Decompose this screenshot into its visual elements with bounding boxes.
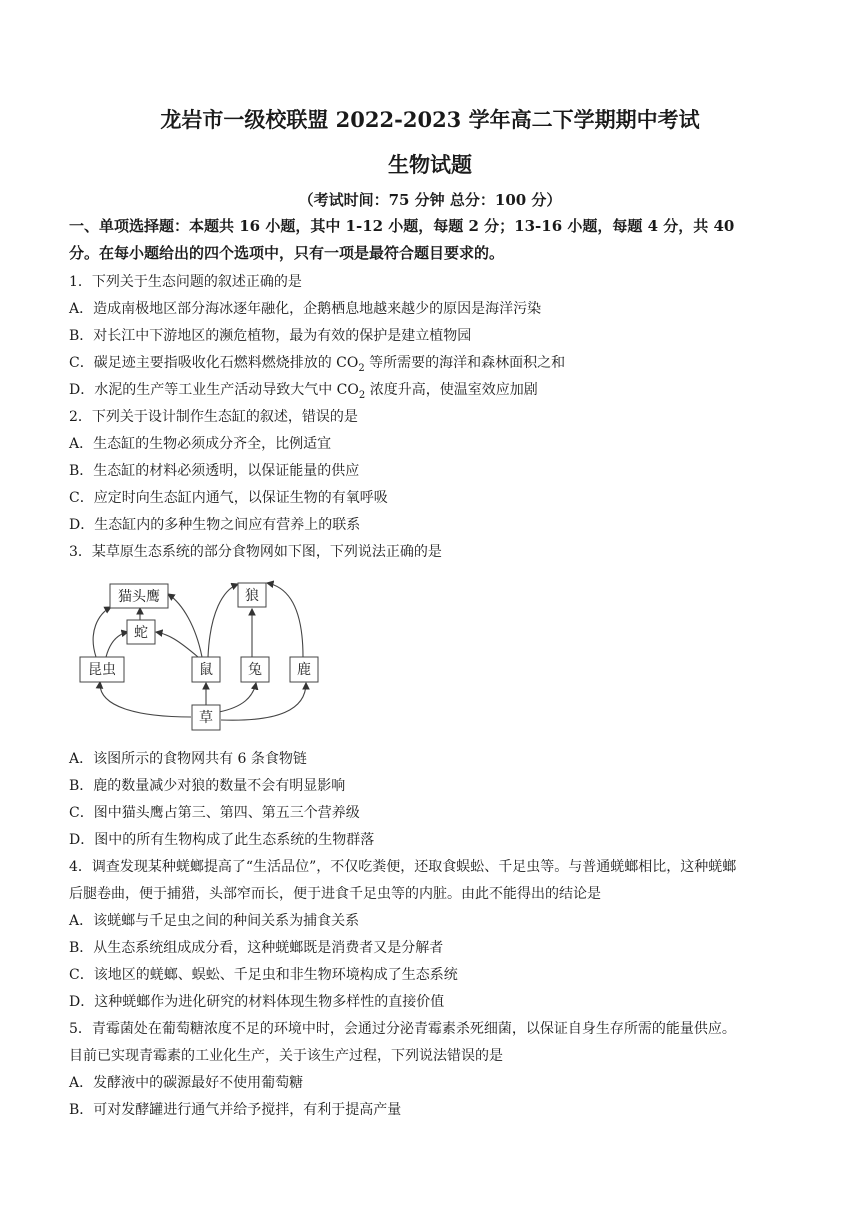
question-2-option-a: A．生态缸的生物必须成分齐全，比例适宜 [69, 436, 332, 452]
question-5-stem-line-1: 5．青霉菌处在葡萄糖浓度不足的环境中时，会通过分泌青霉素杀死细菌，以保证自身生存所需的能量供应。 [69, 1021, 736, 1037]
question-3-option-b: B．鹿的数量减少对狼的数量不会有明显影响 [69, 778, 346, 794]
question-4-stem-line-2: 后腿卷曲，便于捕猎，头部窄而长，便于进食千足虫等的内脏。由此不能得出的结论是 [69, 886, 601, 902]
option-d-text-start: D．水泥的生产等工业生产活动导致大气中 CO [69, 382, 359, 398]
question-2-option-d: D．生态缸内的多种生物之间应有营养上的联系 [69, 517, 361, 533]
question-2-option-c: C．应定时向生态缸内通气，以保证生物的有氧呼吸 [69, 490, 388, 506]
question-1-option-a: A．造成南极地区部分海冰逐年融化，企鹅栖息地越来越少的原因是海洋污染 [69, 301, 542, 317]
arrow-insect-snake [106, 632, 128, 657]
instructions-line-1: 一、单项选择题：本题共 16 小题，其中 1-12 小题，每题 2 分；13-16 小题，每题 4 分，共 40 [69, 217, 735, 235]
node-grass: 草 [199, 710, 213, 726]
question-4-option-c: C．该地区的蜣螂、蜈蚣、千足虫和非生物环境构成了生态系统 [69, 967, 458, 983]
exam-subtitle: 生物试题 [388, 152, 472, 177]
node-rabbit: 兔 [248, 662, 262, 678]
arrow-grass-deer [221, 683, 306, 720]
option-c-text-end: 等所需要的海洋和森林面积之和 [364, 355, 566, 371]
section-instructions [69, 213, 793, 267]
node-insect: 昆虫 [88, 662, 116, 678]
node-deer: 鹿 [297, 662, 311, 678]
question-1-option-c [69, 352, 565, 374]
question-4-option-a: A．该蜣螂与千足虫之间的种间关系为捕食关系 [69, 913, 360, 929]
co2-subscript: 2 [358, 362, 365, 374]
instructions-line-2: 分。在每小题给出的四个选项中，只有一项是最符合题目要求的。 [69, 244, 505, 262]
question-4-option-d: D．这种蜣螂作为进化研究的材料体现生物多样性的直接价值 [69, 994, 445, 1010]
question-5-option-a: A．发酵液中的碳源最好不使用葡萄糖 [69, 1075, 304, 1091]
question-2-option-b: B．生态缸的材料必须透明，以保证能量的供应 [69, 463, 360, 479]
arrow-mouse-snake [156, 632, 198, 657]
question-3-option-d: D．图中的所有生物构成了此生态系统的生物群落 [69, 832, 375, 848]
exam-info: （考试时间：75 分钟 总分：100 分） [298, 191, 562, 209]
co2-subscript: 2 [358, 389, 366, 401]
option-d-text-end: 浓度升高，使温室效应加剧 [365, 382, 538, 398]
arrow-mouse-wolf [208, 584, 238, 657]
question-3-stem: 3．某草原生态系统的部分食物网如下图，下列说法正确的是 [69, 544, 442, 560]
question-5-stem-line-2: 目前已实现青霉素的工业化生产，关于该生产过程，下列说法错误的是 [69, 1048, 503, 1064]
arrow-grass-insect [100, 682, 191, 717]
question-3-option-a: A．该图所示的食物网共有 6 条食物链 [69, 751, 307, 767]
question-4-stem-line-1: 4．调查发现某种蜣螂提高了“生活品位”，不仅吃粪便，还取食蜈蚣、千足虫等。与普通蜣螂相比，这种蜣螂 [69, 859, 737, 875]
node-snake: 蛇 [134, 625, 148, 641]
question-5-option-b: B．可对发酵罐进行通气并给予搅拌，有利于提高产量 [69, 1102, 402, 1118]
question-1-option-d [69, 379, 538, 401]
food-web-diagram [78, 572, 338, 737]
option-c-text-start: C．碳足迹主要指吸收化石燃料燃烧排放的 CO [69, 355, 359, 371]
exam-title: 龙岩市一级校联盟 2022-2023 学年高二下学期期中考试 [160, 107, 700, 132]
arrow-grass-rabbit [219, 683, 256, 712]
question-1-option-b: B．对长江中下游地区的濒危植物，最为有效的保护是建立植物园 [69, 328, 472, 344]
question-1-stem: 1．下列关于生态问题的叙述正确的是 [69, 274, 302, 290]
question-2-stem: 2．下列关于设计制作生态缸的叙述，错误的是 [69, 409, 358, 425]
node-owl: 猫头鹰 [118, 589, 160, 605]
question-4-option-b: B．从生态系统组成成分看，这种蜣螂既是消费者又是分解者 [69, 940, 444, 956]
node-mouse: 鼠 [199, 662, 213, 678]
arrow-mouse-owl [168, 594, 202, 657]
node-wolf: 狼 [245, 588, 259, 604]
arrow-deer-wolf [267, 583, 303, 657]
question-3-option-c: C．图中猫头鹰占第三、第四、第五三个营养级 [69, 805, 360, 821]
